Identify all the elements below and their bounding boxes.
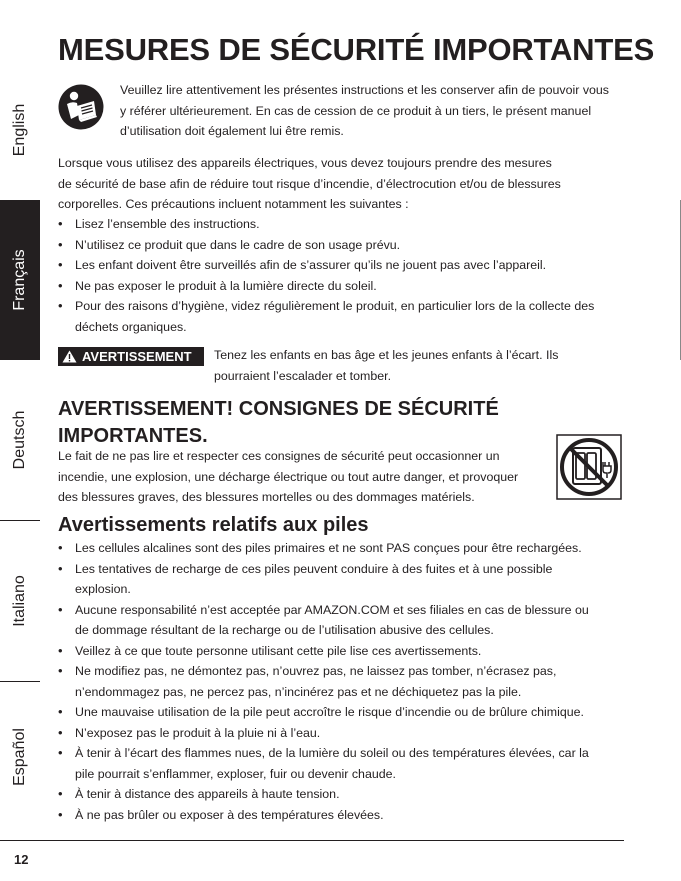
text-line: À tenir à distance des appareils à haute tension. [75, 787, 340, 801]
text-line: Les cellules alcalines sont des piles primaires et ne sont PAS conçues pour être rechargées. [75, 541, 582, 555]
list-item [58, 255, 628, 276]
lang-tab-deutsch[interactable] [0, 360, 40, 520]
text-line: explosion. [75, 582, 131, 596]
text-line: Aucune responsabilité n’est acceptée par AMAZON.COM et ses filiales en cas de blessure ou [75, 602, 589, 617]
lang-tab-italiano[interactable] [0, 521, 40, 681]
text-line: Le fait de ne pas lire et respecter ces consignes de sécurité peut occasionner un [58, 449, 500, 463]
battery-heading: Avertissements relatifs aux piles [58, 514, 369, 536]
general-paragraph [58, 153, 628, 215]
safety-paragraph [58, 446, 548, 508]
bullet-icon: • [58, 277, 63, 293]
list-item [58, 702, 628, 723]
general-bullet-list [58, 214, 628, 337]
bullet-icon: • [58, 560, 63, 576]
battery-bullet-list [58, 538, 628, 825]
safety-heading [58, 396, 528, 450]
list-item [58, 235, 628, 256]
list-item [58, 296, 628, 337]
text-line: Lorsque vous utilisez des appareils électriques, vous devez toujours prendre des mesures [58, 156, 552, 170]
bullet-icon: • [58, 298, 63, 313]
bullet-icon: • [58, 663, 63, 678]
list-item [58, 641, 628, 662]
text-line: À ne pas brûler ou exposer à des températures élevées. [75, 807, 384, 822]
list-item [58, 538, 628, 559]
bullet-icon: • [58, 724, 63, 740]
text-line: déchets organiques. [75, 319, 187, 334]
intro-paragraph [120, 80, 628, 142]
text-line: pourraient l’escalader et tomber. [214, 368, 392, 383]
heading-line: AVERTISSEMENT! CONSIGNES DE SÉCURITÉ [58, 398, 499, 420]
text-line: y référer ultérieurement. En cas de cession de ce produit à un tiers, le présent manuel [120, 103, 592, 118]
text-line: Pour des raisons d’hygiène, videz régulièrement le produit, en particulier lors de la collecte des [75, 299, 595, 313]
no-battery-recharge-icon [556, 434, 622, 500]
text-line: Les tentatives de recharge de ces piles peuvent conduire à des fuites et à une possible [75, 561, 553, 576]
text-line: Les enfant doivent être surveillés afin de s’assurer qu’ils ne jouent pas avec l’appareil. [75, 258, 547, 272]
list-item [58, 661, 628, 702]
bullet-icon: • [58, 745, 63, 760]
bullet-icon: • [58, 806, 63, 822]
warning-badge-label: AVERTISSEMENT [82, 349, 192, 364]
text-line: incendie, une explosion, une décharge électrique ou tout autre danger, et provoquer [58, 469, 519, 484]
text-line: Veuillez lire attentivement les présentes instructions et les conserver afin de pouvoir vous [120, 83, 609, 97]
lang-tab-label: Italiano [11, 575, 28, 627]
text-line: Ne pas exposer le produit à la lumière directe du soleil. [75, 278, 377, 293]
text-line: d’utilisation doit également lui être remis. [120, 124, 344, 138]
bullet-icon: • [58, 601, 63, 617]
warning-triangle-icon [62, 350, 77, 363]
bullet-icon: • [58, 704, 63, 719]
text-line: Lisez l’ensemble des instructions. [75, 217, 260, 231]
lang-tab-label: Deutsch [11, 410, 28, 470]
text-line: Ne modifiez pas, ne démontez pas, n’ouvrez pas, ne laissez pas tomber, n’écrasez pas, [75, 664, 557, 678]
bullet-icon: • [58, 786, 63, 801]
lang-tab-label: Français [11, 249, 28, 311]
lang-tab-espanol[interactable] [0, 682, 40, 832]
list-item [58, 600, 628, 641]
text-line: Tenez les enfants en bas âge et les jeunes enfants à l’écart. Ils [214, 348, 559, 362]
text-line: de sécurité de base afin de réduire tout risque d’incendie, d’électrocution et/ou de blessures [58, 176, 561, 191]
list-item [58, 784, 628, 805]
text-line: corporelles. Ces précautions incluent notamment les suivantes : [58, 197, 409, 211]
list-item [58, 805, 628, 826]
bullet-icon: • [58, 216, 63, 231]
text-line: Une mauvaise utilisation de la pile peut accroître le risque d’incendie ou de brûlure chimique. [75, 705, 584, 719]
warning-badge [58, 347, 204, 366]
list-item [58, 276, 628, 297]
text-line: N’utilisez ce produit que dans le cadre de son usage prévu. [75, 237, 401, 252]
heading-line: IMPORTANTES. [58, 425, 208, 447]
list-item [58, 214, 628, 235]
lang-tab-francais[interactable] [0, 200, 40, 360]
text-line: de dommage résultant de la recharge ou de l’utilisation abusive des cellules. [75, 623, 494, 637]
bullet-icon: • [58, 642, 63, 658]
list-item [58, 743, 628, 784]
list-item [58, 559, 628, 600]
bullet-icon: • [58, 540, 63, 555]
footer-rule [0, 840, 624, 841]
bullet-icon: • [58, 236, 63, 252]
page-title: MESURES DE SÉCURITÉ IMPORTANTES [58, 32, 655, 67]
lang-tab-label: English [11, 103, 28, 157]
warning-text [214, 345, 614, 386]
page-number: 12 [14, 852, 29, 867]
text-line: des blessures graves, des blessures mortelles ou des dommages matériels. [58, 490, 475, 504]
bullet-icon: • [58, 257, 63, 272]
text-line: N’exposez pas le produit à la pluie ni à l’eau. [75, 725, 321, 740]
read-manual-icon [58, 84, 104, 130]
text-line: Veillez à ce que toute personne utilisant cette pile lise ces avertissements. [75, 643, 482, 658]
lang-tab-english[interactable] [0, 60, 40, 200]
text-line: À tenir à l’écart des flammes nues, de la lumière du soleil ou des températures élevées, car la [75, 746, 589, 760]
list-item [58, 723, 628, 744]
text-line: pile pourrait s’enflammer, exploser, fuir ou devenir chaude. [75, 766, 396, 781]
lang-tab-label: Español [11, 728, 28, 786]
text-line: n’endommagez pas, ne percez pas, n’incinérez pas et ne déchiquetez pas la pile. [75, 684, 522, 699]
